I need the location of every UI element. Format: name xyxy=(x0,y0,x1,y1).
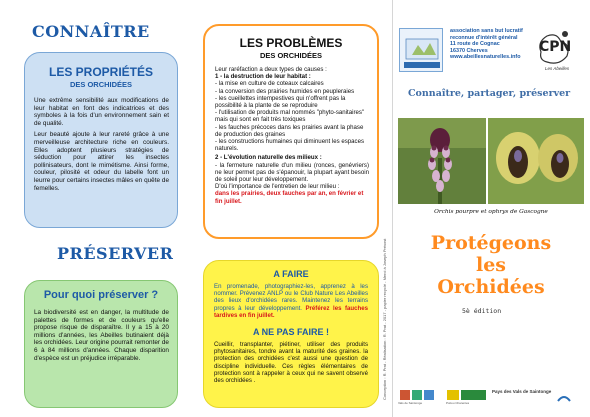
afaire-panel xyxy=(203,260,379,408)
importance-red-text: dans les prairies, deux fauches par an, en février et fin juillet. xyxy=(215,190,364,205)
proprietes-paragraph-2: Leur beauté ajoute à leur rareté grâce à une merveilleuse architecture riche en couleurs. Elles adoptent plusieurs stratégies de séduction pour attirer les insectes pollinisateurs, dont le mimétisme. Ainsi forme, couleur, pilosité et odeur du labelle font un leurre pour certains insectes mâles en quête de femelles. xyxy=(34,131,169,192)
sponsor-logo xyxy=(446,389,488,407)
edition-label: 5è édition xyxy=(462,307,502,315)
sponsor-label: Poitou Charentes xyxy=(446,401,470,405)
association-info xyxy=(450,28,523,61)
importance-text: D'où l'importance de l'entretien de leur milieu : xyxy=(215,183,340,191)
svg-text:CPN: CPN xyxy=(539,39,572,55)
problemes-intro: Leur raréfaction a deux types de causes : xyxy=(215,66,327,73)
preserver-title: PRÉSERVER xyxy=(57,244,174,263)
page-fold-line xyxy=(392,0,393,417)
afaire-text: En promenade, photographiez-les, apprenez à les nommer. Prévenez ANLP ou le Club Nature Les Abeilles des lieux d'orchidées rares. Maintenez les terrains propres à leur développement. xyxy=(214,283,368,312)
association-line: association sans but lucratif xyxy=(450,28,523,34)
cause1-list xyxy=(215,80,369,152)
pourquoi-paragraph: La biodiversité est en danger, la multitude de palettes de formes et de couleurs qu'elle propose risque de disparaître. Il y a 15 à 20 millions d'années, les Abeilles butinaient déjà les orchidées. Leur origine pourrait remonter de 6 à 84 millions d'années. Chaque disparition d'espèce est un préjudice irréparable. xyxy=(34,309,169,362)
cause1-item: - la mise en culture de coteaux calcaires xyxy=(215,80,324,88)
afaire-red-text: Préférez les fauches tardives en fin juillet. xyxy=(214,304,368,319)
association-line: 16370 Cherves xyxy=(450,47,488,54)
association-line: 11 route de Cognac xyxy=(450,41,500,48)
sponsor-label: Vals de Saintonge xyxy=(398,401,423,405)
tagline: Connaître, partager, préserver xyxy=(408,88,571,99)
pourquoi-panel xyxy=(24,280,178,408)
sponsor-logo xyxy=(492,389,552,407)
connaitre-title: CONNAÎTRE xyxy=(32,22,150,41)
proprietes-panel xyxy=(24,52,178,228)
cause2-text: - la fermeture naturelle d'un milieu (ronces, genévriers) ne leur permet pas de s'épanouir, la plupart ayant besoin de soleil pour leur développement. xyxy=(215,161,369,184)
pourquoi-title: Pour quoi préserver ? xyxy=(43,289,159,301)
sponsor-label: Pays des Vals de Saintonge xyxy=(492,389,552,394)
cause1-item: - les fauches précoces dans les prairies avant la phase de production des graines xyxy=(215,123,364,138)
association-line: reconnue d'intérêt général xyxy=(450,34,518,41)
sponsor-logo xyxy=(398,389,442,407)
main-title-line-2: les xyxy=(475,254,506,276)
association-logo xyxy=(399,28,443,72)
anepas-text: Cueillir, transplanter, piétiner, utiliser des produits phytosanitaires, tondre avant la maturité des graines. la protection des orchidées c'est aussi une question de discipline individuelle. Ces règles élémentaires de protection sont à rappeler à ceux qui ne savent observé des orchidées . xyxy=(214,341,368,385)
problemes-subtitle: DES ORCHIDÉES xyxy=(259,51,323,60)
main-title xyxy=(398,232,584,298)
cpn-subtitle: Les Abeilles xyxy=(545,66,570,71)
problemes-panel xyxy=(203,24,379,239)
proprietes-paragraph-1: Une extrême sensibilité aux modifications de leur habitat en font des indicatrices et des symboles à la fois d'un environnement sain et de qualité. xyxy=(34,97,169,127)
cause1-item: - les constructions humaines qui diminuent les espaces naturels. xyxy=(215,138,365,153)
cause1-item: - les cueillettes intempestives qui n'offrent pas la possibilité à la plante de se reproduire xyxy=(215,94,346,110)
side-credit-text: Conception : R. Prat - Réalisation : R. Prat - 2017 - papier recyclé - Merci à Joseph Prévost xyxy=(382,238,387,400)
problemes-title: LES PROBLÈMES xyxy=(239,36,343,50)
proprietes-title: LES PROPRIÉTÉS xyxy=(48,65,154,79)
photo-caption: Orchis pourpre et ophrys de Gascogne xyxy=(434,209,548,215)
afaire-title: A FAIRE xyxy=(273,269,309,279)
main-title-line-3: Orchidées xyxy=(437,276,545,298)
cause1-title: 1 - la destruction de leur habitat : xyxy=(215,73,311,81)
sponsor-logo xyxy=(556,391,572,405)
main-title-line-1: Protégeons xyxy=(430,232,552,254)
cpn-logo xyxy=(527,22,579,74)
orchis-purpurea-photo xyxy=(398,118,486,204)
cause2-title: 2 - L'évolution naturelle des milieux : xyxy=(215,154,322,162)
cause1-item: - la conversion des prairies humides en peupleraies xyxy=(215,87,355,95)
anepas-title: A NE PAS FAIRE ! xyxy=(252,327,329,338)
association-line: www.abeillesnaturelles.info xyxy=(450,54,521,61)
sponsor-logos xyxy=(398,387,584,409)
cause1-item: - l'utilisation de produits mal nommés "phyto-sanitaires" mais qui sont en fait très toxiques xyxy=(215,109,365,124)
ophrys-photo xyxy=(488,118,584,204)
proprietes-subtitle: DES ORCHIDÉES xyxy=(69,80,133,89)
